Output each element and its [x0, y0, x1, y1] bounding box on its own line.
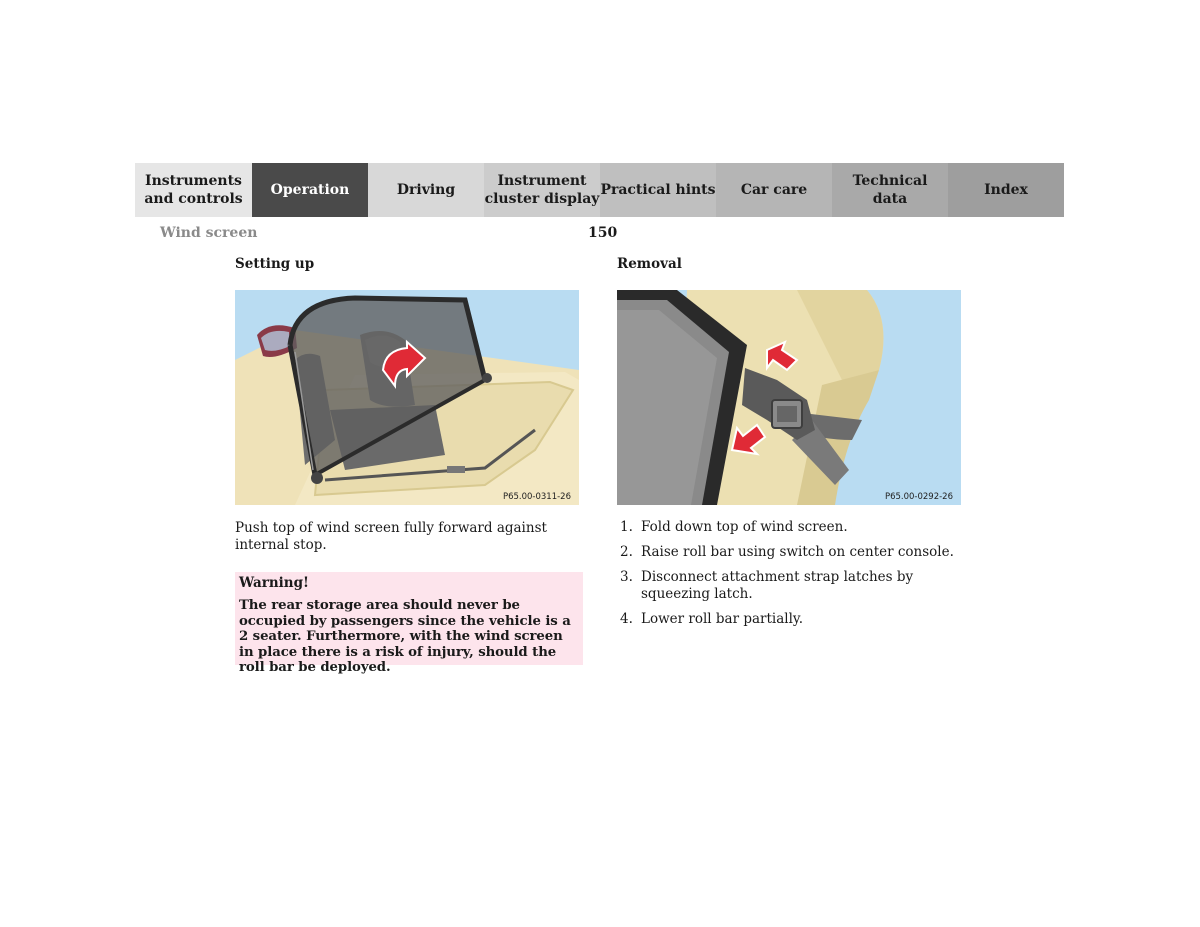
chapter-nav	[135, 163, 1064, 217]
list-item	[620, 569, 965, 602]
tab-operation[interactable]: Operation	[252, 163, 368, 217]
tab-index[interactable]: Index	[948, 163, 1064, 217]
tab-technical-data[interactable]: Technical data	[832, 163, 948, 217]
tab-car-care[interactable]: Car care	[716, 163, 832, 217]
list-item	[620, 544, 965, 561]
step-text: Disconnect attachment strap latches by squeezing latch.	[641, 569, 914, 602]
tab-instruments-and-controls[interactable]: Instruments and controls	[135, 163, 252, 217]
step-text: Lower roll bar partially.	[641, 610, 804, 627]
setting-up-heading: Setting up	[235, 256, 315, 272]
step-text: Fold down top of wind screen.	[641, 519, 848, 535]
strap-latch-drawing	[617, 290, 961, 505]
removal-illustration	[617, 290, 961, 505]
setting-up-illustration	[235, 290, 579, 505]
step-text: Raise roll bar using switch on center console.	[641, 544, 954, 560]
step-number: 2.	[620, 544, 633, 560]
tab-instrument-cluster-display[interactable]: Instrument cluster display	[484, 163, 600, 217]
page-number: 150	[588, 225, 618, 241]
tab-practical-hints[interactable]: Practical hints	[600, 163, 716, 217]
wind-screen-setup-drawing	[235, 290, 579, 505]
step-number: 3.	[620, 569, 633, 585]
warning-title: Warning!	[239, 575, 309, 591]
section-title: Wind screen	[160, 225, 258, 241]
warning-box	[235, 572, 583, 675]
step-number: 4.	[620, 610, 633, 627]
figure-code: P65.00-0292-26	[884, 492, 953, 502]
figure-code: P65.00-0311-26	[502, 492, 571, 502]
removal-heading: Removal	[617, 256, 682, 272]
step-number: 1.	[620, 519, 633, 535]
list-item	[620, 519, 965, 536]
tab-driving[interactable]: Driving	[368, 163, 484, 217]
list-item	[620, 611, 965, 628]
setting-up-instruction: Push top of wind screen fully forward against internal stop.	[235, 520, 547, 553]
warning-body: The rear storage area should never be occupied by passengers since the vehicle is a 2 seater. Furthermore, with the wind screen in place there is a risk of injury, should the roll bar be deployed.	[239, 598, 571, 675]
removal-steps	[620, 519, 965, 636]
